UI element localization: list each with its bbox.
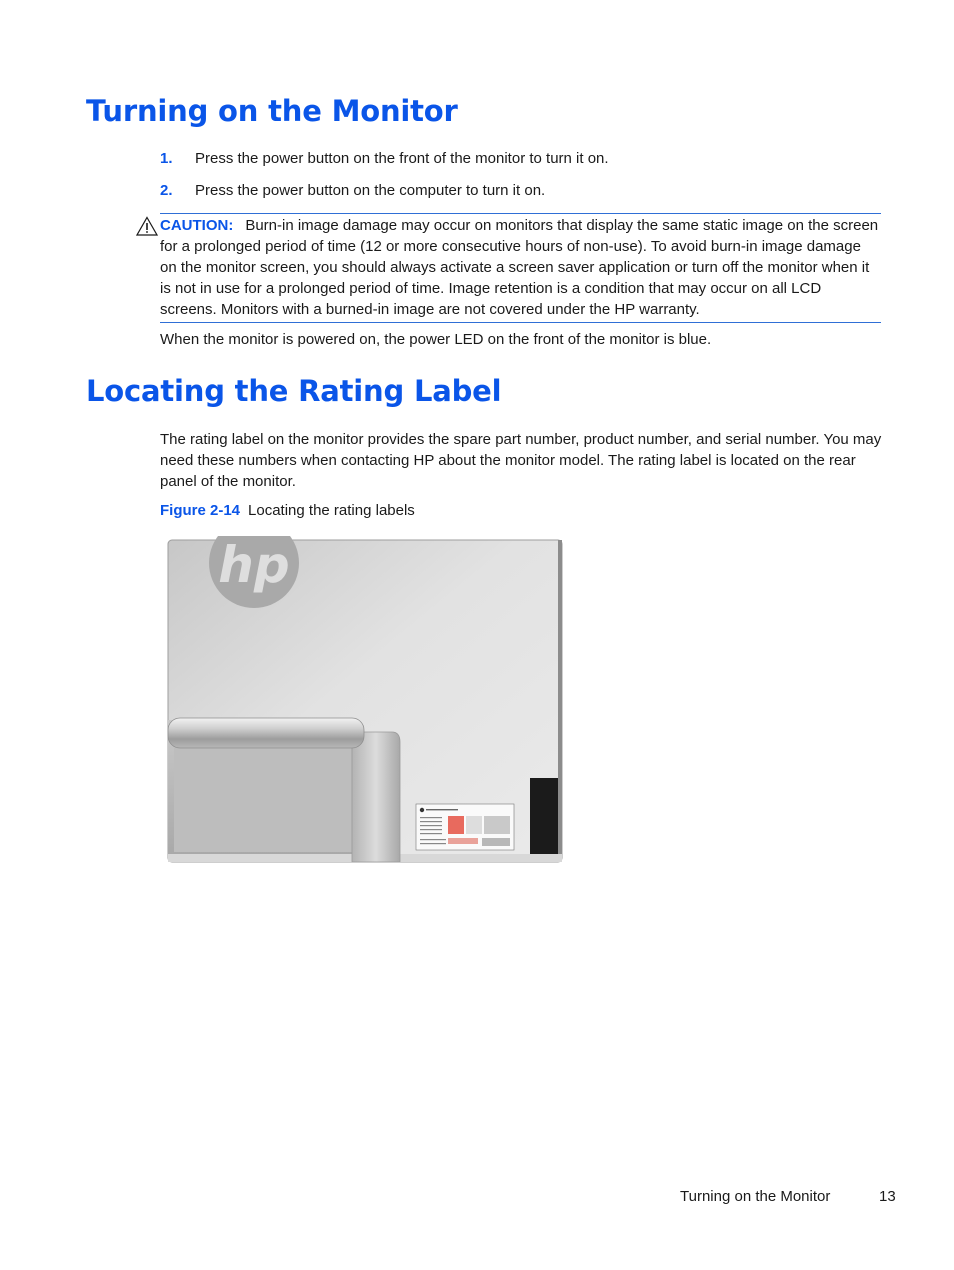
- step-item-1: [160, 150, 609, 167]
- figure-caption: [160, 502, 415, 519]
- figure-caption-text: Locating the rating labels: [248, 502, 415, 519]
- section-heading-rating-label: Locating the Rating Label: [86, 374, 502, 408]
- rating-label-sticker: [416, 804, 514, 850]
- step-text: Press the power button on the front of the monitor to turn it on.: [195, 150, 609, 167]
- warning-triangle-icon: [136, 216, 158, 236]
- stand-arm: [352, 732, 400, 862]
- caution-box: [160, 213, 881, 323]
- monitor-rear-figure: [160, 536, 566, 870]
- footer-section-title: Turning on the Monitor: [680, 1188, 831, 1205]
- page-number: 13: [879, 1188, 896, 1205]
- step-item-2: [160, 182, 545, 199]
- step-number: 1.: [160, 150, 173, 167]
- section-heading-turning-on: Turning on the Monitor: [86, 94, 458, 128]
- rating-label-paragraph: The rating label on the monitor provides the spare part number, product number, and serial number. You may need these numbers when contacting HP about the monitor model. The rating label is located on the rear panel of the monitor.: [160, 431, 882, 490]
- figure-label: Figure 2-14: [160, 502, 241, 519]
- port-cover: [530, 778, 558, 854]
- stand-hinge-bar: [168, 718, 364, 748]
- step-text: Press the power button on the computer to turn it on.: [195, 182, 546, 199]
- power-led-note: When the monitor is powered on, the power LED on the front of the monitor is blue.: [160, 331, 712, 348]
- hp-logo-text: hp: [218, 536, 290, 594]
- caution-label: CAUTION:: [160, 217, 234, 234]
- step-number: 2.: [160, 182, 173, 199]
- caution-text: Burn-in image damage may occur on monitors that display the same static image on the screen for a prolonged period of time (12 or more consecutive hours of non-use). To avoid burn-in image damage on the monitor screen, you should always activate a screen saver application or turn off the monitor when it is not in use for a prolonged period of time. Image retention is a condition that may occur on all LCD screens. Monitors with a burned-in image are not covered under the HP warranty.: [160, 217, 879, 318]
